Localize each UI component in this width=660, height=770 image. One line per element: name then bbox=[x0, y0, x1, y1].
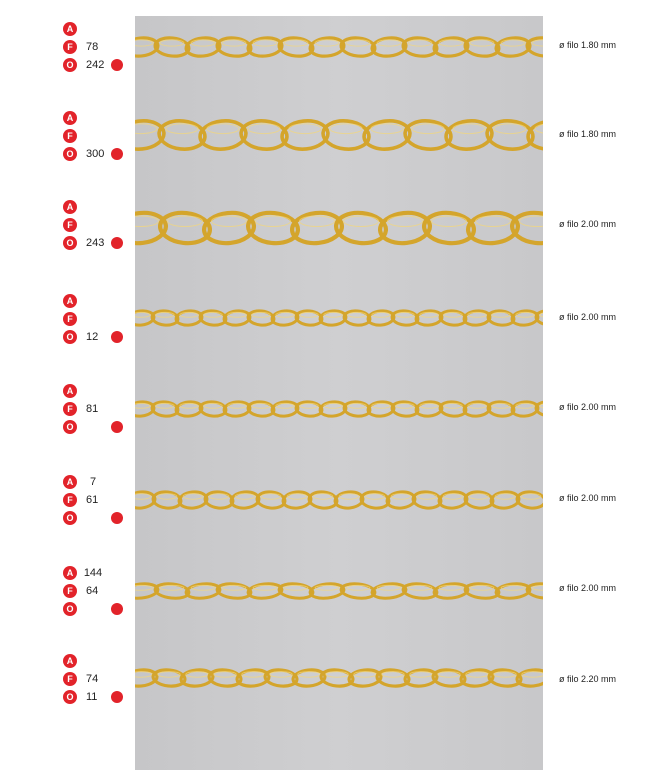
code-o-badge: O bbox=[63, 236, 77, 250]
code-o-badge: O bbox=[63, 58, 77, 72]
wire-diameter: ø filo 2.00 mm bbox=[559, 402, 617, 412]
code-a-value: 7 bbox=[89, 476, 97, 488]
wire-diameter: ø filo 1.80 mm bbox=[559, 40, 617, 50]
code-f-badge: F bbox=[63, 493, 77, 507]
red-dot-icon bbox=[111, 421, 123, 433]
wire-diameter: ø filo 2.00 mm bbox=[559, 312, 617, 322]
code-o-badge: O bbox=[63, 420, 77, 434]
code-a-badge: A bbox=[63, 566, 77, 580]
code-a-badge: A bbox=[63, 111, 77, 125]
code-a-value: 144 bbox=[83, 567, 103, 579]
code-a-badge: A bbox=[63, 294, 77, 308]
chain-row bbox=[0, 475, 660, 565]
code-o-badge: O bbox=[63, 511, 77, 525]
chain-row bbox=[0, 294, 660, 384]
code-a-badge: A bbox=[63, 654, 77, 668]
red-dot-icon bbox=[111, 237, 123, 249]
code-a-badge: A bbox=[63, 475, 77, 489]
code-f-badge: F bbox=[63, 402, 77, 416]
chain-row bbox=[0, 384, 660, 474]
red-dot-icon bbox=[111, 691, 123, 703]
code-o-badge: O bbox=[63, 330, 77, 344]
code-f-badge: F bbox=[63, 40, 77, 54]
red-dot-icon bbox=[111, 512, 123, 524]
red-dot-icon bbox=[111, 148, 123, 160]
chain-row bbox=[0, 22, 660, 112]
wire-diameter: ø filo 2.00 mm bbox=[559, 583, 617, 593]
red-dot-icon bbox=[111, 59, 123, 71]
code-f-value: 74 bbox=[86, 673, 99, 685]
code-f-badge: F bbox=[63, 312, 77, 326]
wire-diameter: ø filo 2.20 mm bbox=[559, 674, 617, 684]
red-dot-icon bbox=[111, 603, 123, 615]
wire-diameter: ø filo 1.80 mm bbox=[559, 129, 617, 139]
code-o-badge: O bbox=[63, 690, 77, 704]
chain-row bbox=[0, 566, 660, 656]
code-f-value: 61 bbox=[86, 494, 99, 506]
code-f-badge: F bbox=[63, 218, 77, 232]
code-o-value: 12 bbox=[86, 331, 99, 343]
code-f-value: 78 bbox=[86, 41, 99, 53]
chain-row bbox=[0, 654, 660, 744]
code-o-value: 11 bbox=[86, 691, 98, 703]
code-f-badge: F bbox=[63, 672, 77, 686]
code-f-value: 81 bbox=[86, 403, 99, 415]
code-o-badge: O bbox=[63, 602, 77, 616]
code-a-badge: A bbox=[63, 384, 77, 398]
code-a-badge: A bbox=[63, 200, 77, 214]
chain-row bbox=[0, 200, 660, 290]
code-o-value: 300 bbox=[86, 148, 105, 160]
wire-diameter: ø filo 2.00 mm bbox=[559, 219, 617, 229]
code-a-badge: A bbox=[63, 22, 77, 36]
code-o-value: 242 bbox=[86, 59, 105, 71]
code-f-badge: F bbox=[63, 584, 77, 598]
chain-row bbox=[0, 111, 660, 201]
red-dot-icon bbox=[111, 331, 123, 343]
code-f-badge: F bbox=[63, 129, 77, 143]
code-o-badge: O bbox=[63, 147, 77, 161]
code-f-value: 64 bbox=[86, 585, 99, 597]
code-o-value: 243 bbox=[86, 237, 105, 249]
wire-diameter: ø filo 2.00 mm bbox=[559, 493, 617, 503]
